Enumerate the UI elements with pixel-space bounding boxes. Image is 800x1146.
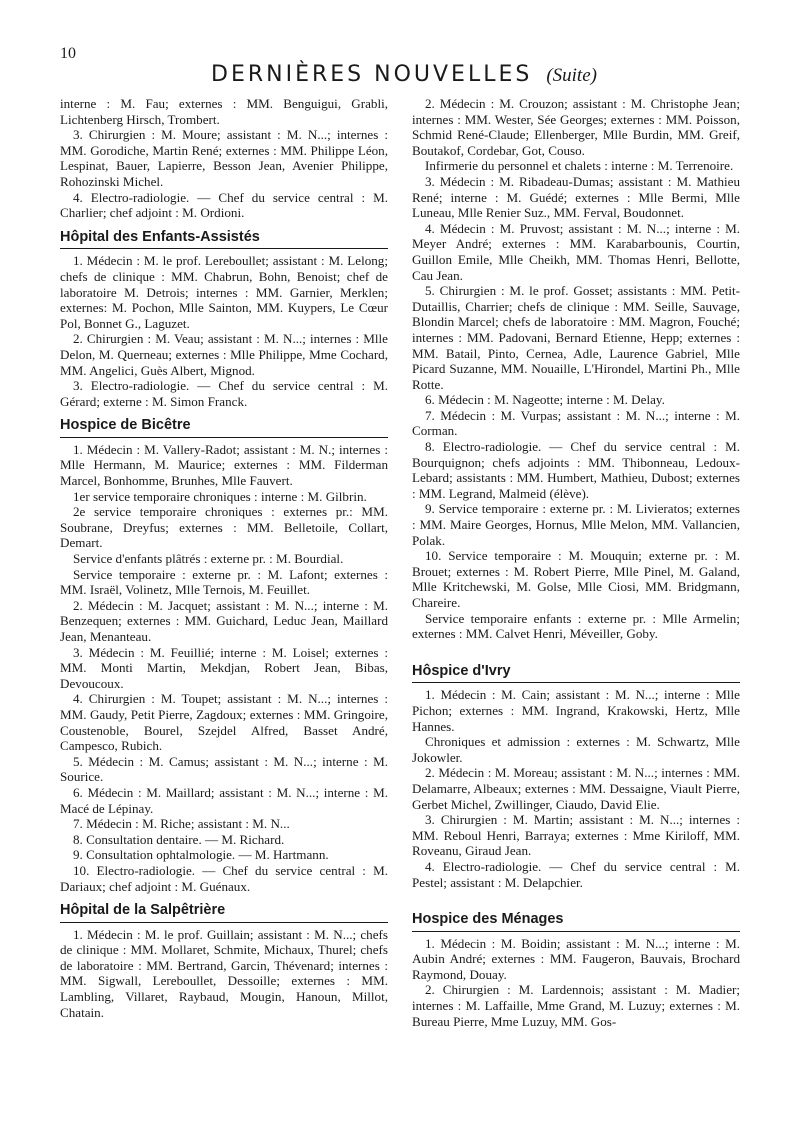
paragraph: 1. Médecin : M. Vallery-Radot; assistant : M. N.; internes : Mlle Hermann, M. Maurice; externes : MM. Filderman Marcel, Bonhomme, Brunhes, Mlle Fauvert. (60, 441, 388, 489)
paragraph: 7. Médecin : M. Riche; assistant : M. N... (73, 816, 290, 832)
paragraph: 5. Chirurgien : M. le prof. Gosset; assistants : MM. Petit-Dutaillis, Charrier; chefs de clinique : MM. Seille, Sauvage, Blondin Marcel; chefs de laboratoire : MM. Magron, Fouché; internes : MM. Padovani, Bernard Etienne, Hepp; externes : MM. Batail, Pinto, Cernea, Adle, Laurence Gabriel, Mlle Picard Suzanne, MM. Nouaille, L'Hirondel, Martini Ph., Mlle Rotte. (412, 283, 740, 392)
paragraph: 8. Consultation dentaire. — M. Richard. (73, 831, 285, 847)
paragraph: 9. Service temporaire : externe pr. : M. Livieratos; externes : MM. Maire Georges, Hornus, Mlle Melon, MM. Vallancien, Polak. (412, 501, 740, 548)
paragraph: 1. Médecin : M. le prof. Lereboullet; assistant : M. Lelong; chefs de clinique : MM. Chabrun, Bohn, Benoist; chef de laboratoire M. Detrois; internes : MM. Garnier, Merklen; externes: M. Pochon, Mlle Sainton, MM. Kuypers, Le Cœur Pol, Bonnet G., Laguzet. (60, 253, 388, 331)
left-column (60, 96, 388, 1020)
page-number: 10 (60, 45, 76, 62)
header-suite: (Suite) (546, 65, 597, 86)
paragraph: 10. Electro-radiologie. — Chef du service central : M. Dariaux; chef adjoint : M. Guénaux. (60, 862, 388, 894)
section-title: Hospice des Ménages (412, 912, 740, 932)
paragraph: Service temporaire enfants : externe pr. : Mlle Armelin; externes : MM. Calvet Henri, Méveiller, Goby. (412, 610, 740, 642)
paragraph: 3. Electro-radiologie. — Chef du service central : M. Gérard; externe : M. Simon Franck. (60, 378, 388, 409)
paragraph: 6. Médecin : M. Maillard; assistant : M. N...; interne : M. Macé de Lépinay. (60, 784, 388, 816)
paragraph: 3. Chirurgien : M. Martin; assistant : M. N...; internes : MM. Reboul Henri, Barraya; externes : Mme Kiriloff, MM. Roveanu, Giraud Jean. (412, 812, 740, 859)
paragraph: 8. Electro-radiologie. — Chef du service central : M. Bourquignon; chefs adjoints : MM. Thibonneau, Ledoux-Lebard; assistants : MM. Humbert, Mathieu, Dubost; externes : MM. Legrand, Malmeid (élève). (412, 439, 740, 501)
paragraph: 2e service temporaire chroniques : externes pr.: MM. Soubrane, Dreyfus; externes : MM. Belletoile, Collart, Demart. (60, 504, 388, 551)
paragraph: Service temporaire : externe pr. : M. Lafont; externes : MM. Israël, Volinetz, Mlle Ternois, M. Feuillet. (60, 566, 388, 598)
paragraph: 4. Chirurgien : M. Toupet; assistant : M. N...; internes : MM. Gaudy, Petit Pierre, Zagdoux; externes : MM. Gringoire, Coustenoble, Bourel, Szejdel Alfred, Basset André, Campesco, Rubich. (60, 691, 388, 754)
paragraph: 7. Médecin : M. Vurpas; assistant : M. N...; interne : M. Corman. (412, 407, 740, 439)
right-column (412, 96, 740, 1029)
paragraph: 1er service temporaire chroniques : interne : M. Gilbrin. (73, 488, 367, 504)
paragraph: 4. Médecin : M. Pruvost; assistant : M. N...; interne : M. Meyer André; externes : MM. Karabarbounis, Courtin, Guillon Emile, Mlle Cheikh, MM. Thomas Henri, Bellotte, Cau Jean. (412, 220, 740, 283)
paragraph: 6. Médecin : M. Nageotte; interne : M. Delay. (425, 392, 665, 408)
paragraph: 5. Médecin : M. Camus; assistant : M. N...; interne : M. Sourice. (60, 753, 388, 785)
header-title: DERNIÈRES NOUVELLES (211, 62, 533, 87)
paragraph: 9. Consultation ophtalmologie. — M. Hartmann. (73, 847, 329, 863)
section-title: Hôpital de la Salpêtrière (60, 903, 388, 923)
paragraph: 1. Médecin : M. Cain; assistant : M. N...; interne : Mlle Pichon; externes : MM. Ingrand, Krakowski, Hertz, Mlle Hannes. (412, 687, 740, 734)
paragraph: 3. Chirurgien : M. Moure; assistant : M. N...; internes : MM. Gorodiche, Martin René; externes : MM. Philippe Léon, Lespinat, Bauer, Lapierre, Besson Jean, Avenier Philippe, Rohozinski Michel. (60, 127, 388, 189)
section-title: Hôspice d'Ivry (412, 664, 740, 684)
paragraph: 2. Médecin : M. Crouzon; assistant : M. Christophe Jean; internes : MM. Wester, Sée Georges; externes : MM. Poisson, Schmid René-Claude; Ellenberger, Mlle Burdin, MM. Greif, Boutakof, Cordebar, Got, Couso. (412, 96, 740, 158)
paragraph: 4. Electro-radiologie. — Chef du service central : M. Pestel; assistant : M. Delapchier. (412, 858, 740, 890)
paragraph: 2. Médecin : M. Moreau; assistant : M. N...; internes : MM. Delamarre, Albeaux; externes : MM. Dessaigne, Viault Pierre, Gerbet Michel, Zwillinger, Ciaudo, David Elie. (412, 765, 740, 812)
paragraph: Infirmerie du personnel et chalets : interne : M. Terrenoire. (425, 158, 734, 174)
paragraph: 2. Médecin : M. Jacquet; assistant : M. N...; interne : M. Benzequen; externes : MM. Guichard, Leduc Jean, Maillard Jean, Menanteau. (60, 597, 388, 644)
paragraph: Service d'enfants plâtrés : externe pr. : M. Bourdial. (73, 551, 344, 567)
paragraph: 4. Electro-radiologie. — Chef du service central : M. Charlier; chef adjoint : M. Ordioni. (60, 189, 388, 221)
paragraph: 3. Médecin : M. Ribadeau-Dumas; assistant : M. Mathieu René; interne : M. Guédé; externes : Mlle Bermi, Mlle Luneau, Mlle Renier Suz., MM. Ferval, Boudonnet. (412, 173, 740, 221)
paragraph: interne : M. Fau; externes : MM. Benguigui, Grabli, Lichtenberg Hirsch, Trombert. (60, 96, 388, 127)
section-title: Hospice de Bicêtre (60, 418, 388, 438)
paragraph: Chroniques et admission : externes : M. Schwartz, Mlle Jokowler. (412, 734, 740, 765)
page-header (60, 62, 748, 87)
paragraph: 2. Chirurgien : M. Lardennois; assistant : M. Madier; internes : M. Laffaille, Mme Grand, M. Luzuy; externes : M. Bureau Pierre, Mme Luzuy, MM. Gos- (412, 982, 740, 1029)
paragraph: 10. Service temporaire : M. Mouquin; externe pr. : M. Brouet; externes : M. Robert Pierre, Mlle Pinel, M. Galand, Mlle Kritchewski, M. Golse, Mlle Ciosi, MM. Bridgmann, Chareire. (412, 548, 740, 610)
paragraph: 2. Chirurgien : M. Veau; assistant : M. N...; internes : Mlle Delon, M. Querneau; externes : Mlle Philippe, Mme Cochard, MM. Angelici, Guès Albert, Mignod. (60, 331, 388, 378)
section-title: Hôpital des Enfants-Assistés (60, 230, 388, 250)
paragraph: 1. Médecin : M. le prof. Guillain; assistant : M. N...; chefs de clinique : MM. Mollaret, Schmite, Michaux, Thurel; chefs de laboratoire : MM. Bertrand, Garcin, Thévenard; internes : MM. Sigwall, Lereboullet, Dessoille; externes : MM. Lambling, Villaret, Raybaud, Mougin, Hanoun, Millot, Chatain. (60, 926, 388, 1020)
paragraph: 1. Médecin : M. Boidin; assistant : M. N...; interne : M. Aubin André; externes : MM. Faugeron, Bauvais, Brochard Raymond, Douay. (412, 935, 740, 982)
paragraph: 3. Médecin : M. Feuillié; interne : M. Loisel; externes : MM. Monti Martin, Mekdjan, Robert Jean, Bibas, Devoucoux. (60, 644, 388, 691)
